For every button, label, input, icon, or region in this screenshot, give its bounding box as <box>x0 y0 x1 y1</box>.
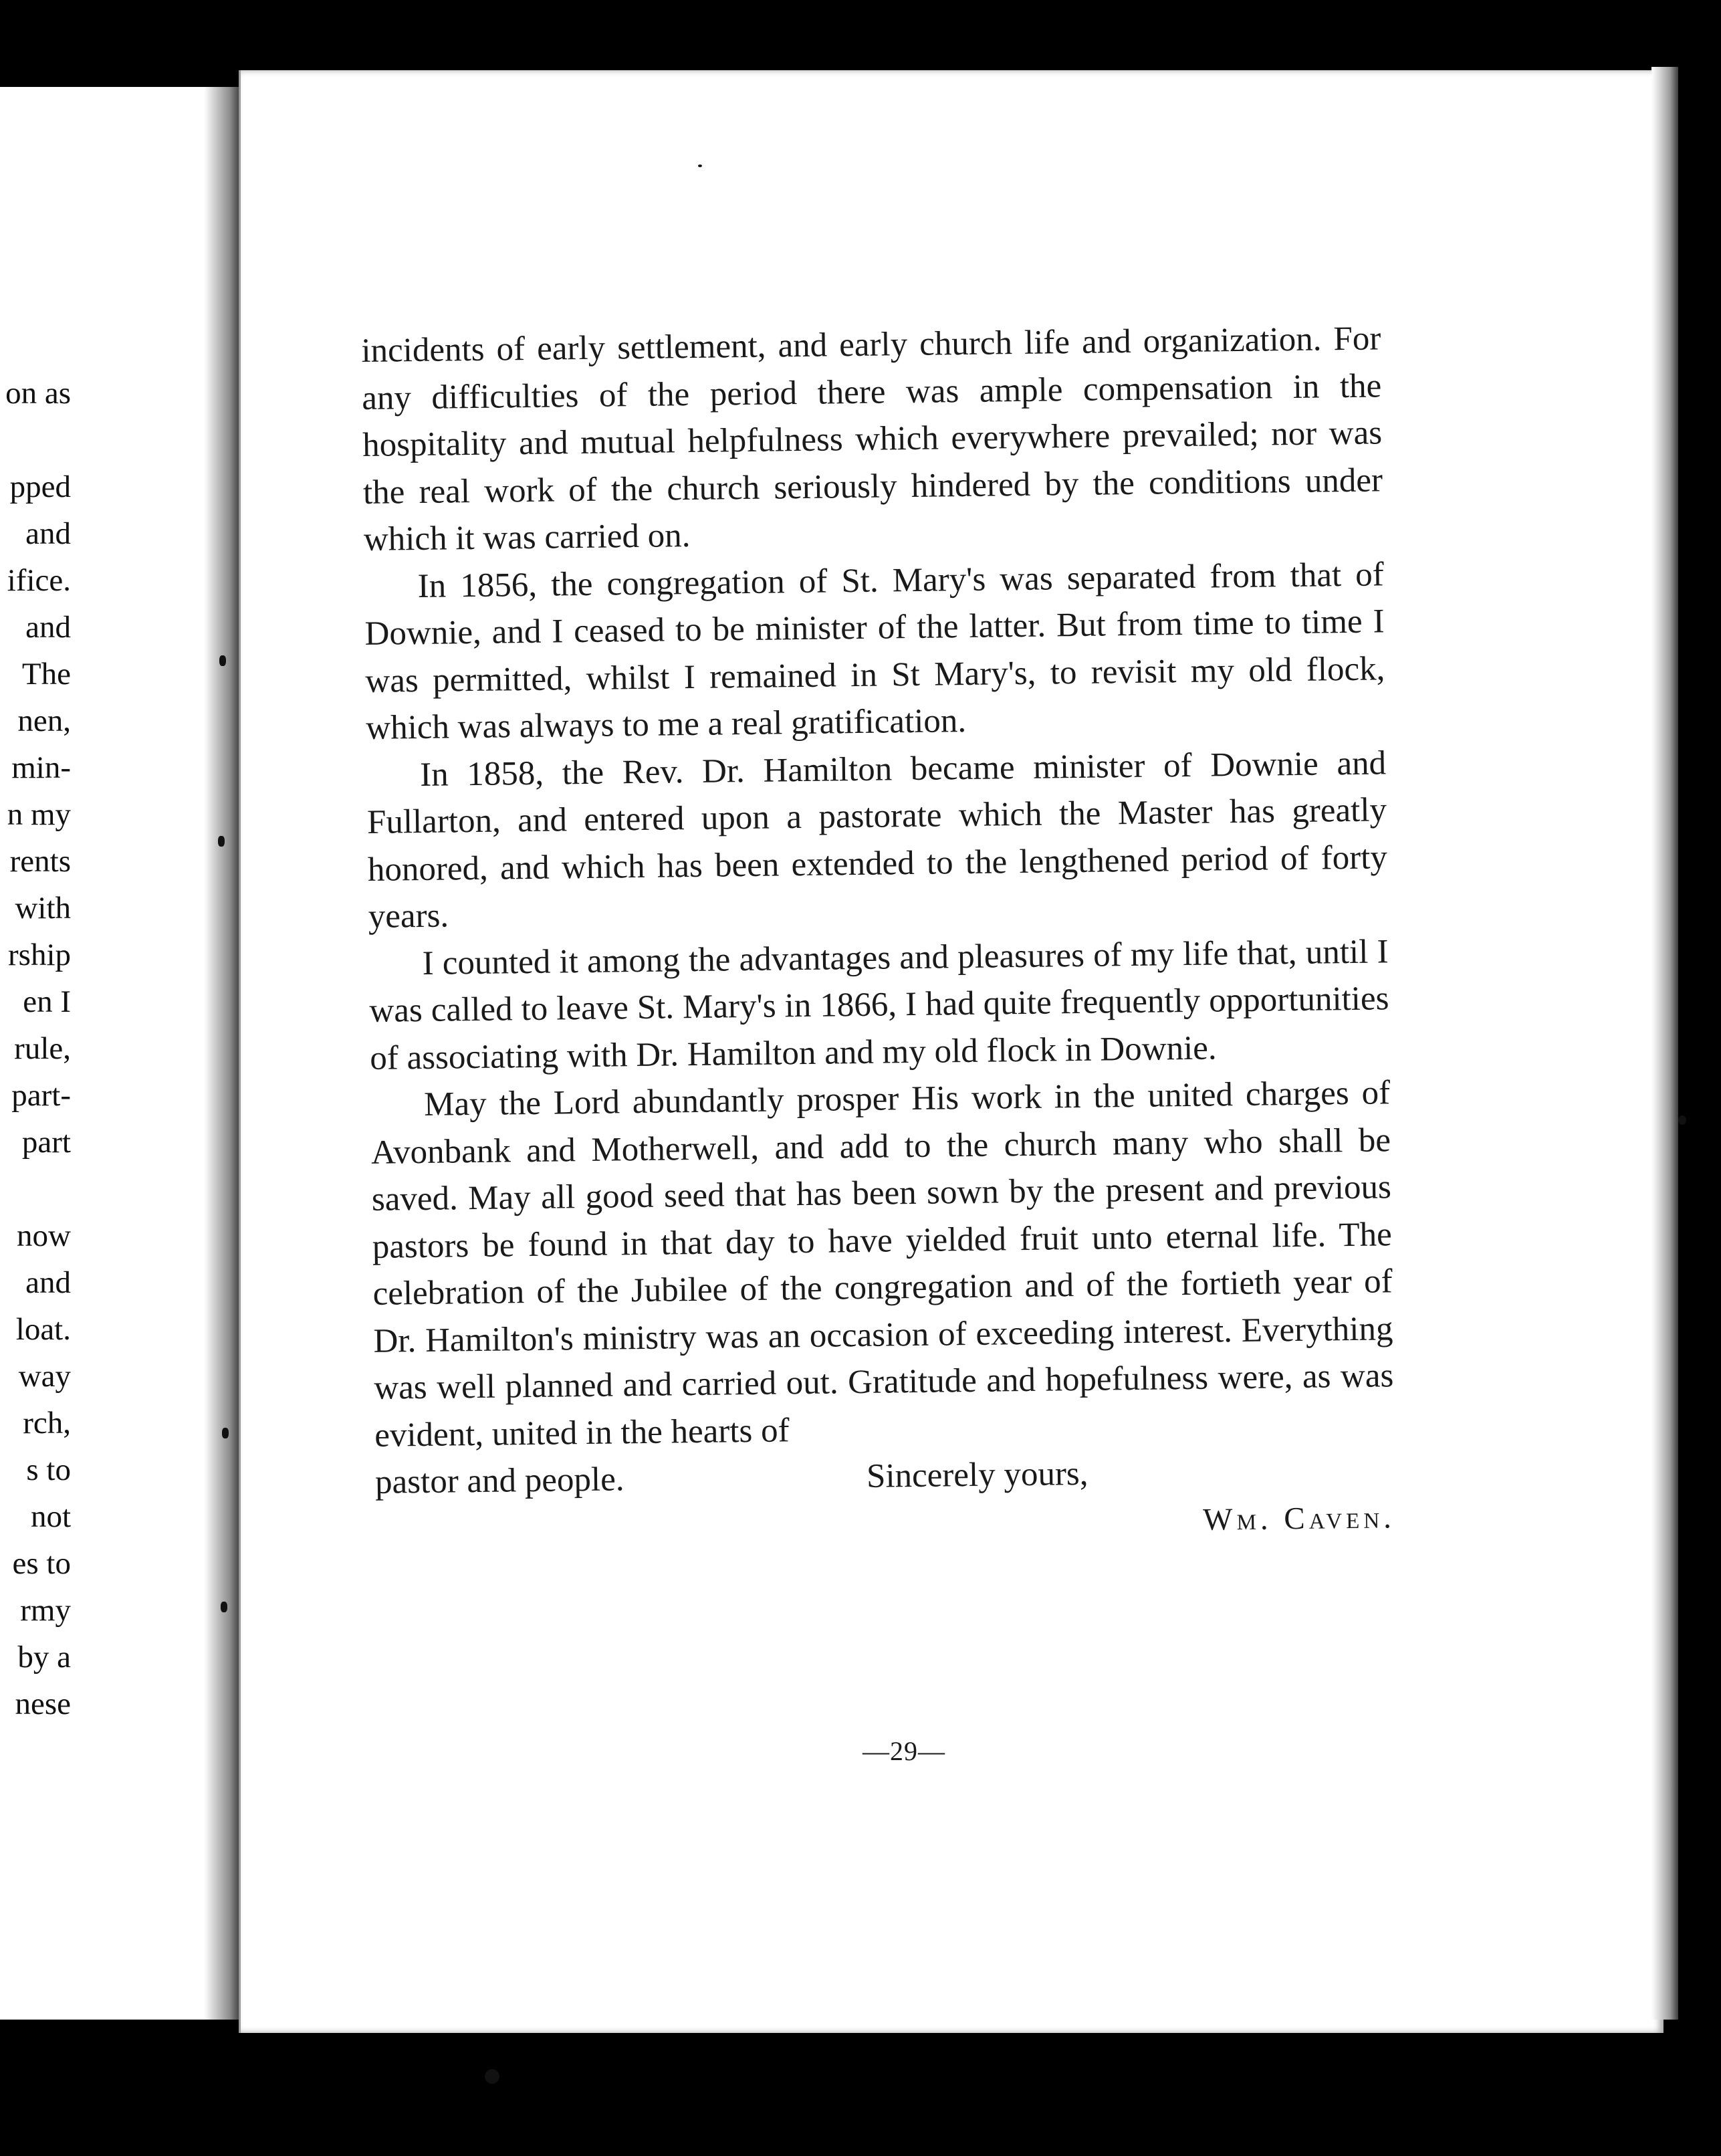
paragraph: I counted it among the advantages and pleasures of my life that, until I was called to leave St. Mary's in 1866, I had quite frequently opportunities of associating with Dr. Hamilton and my old flock in Downie. <box>369 932 1389 1077</box>
left-fragment: way <box>18 1359 71 1394</box>
book-gutter <box>204 87 241 2020</box>
edge-mark <box>221 1602 227 1612</box>
edge-mark <box>218 836 225 847</box>
edge-mark <box>219 655 226 666</box>
left-fragment: nen, <box>17 704 71 738</box>
left-fragment: part <box>21 1125 71 1160</box>
salutation: Sincerely yours, <box>866 1454 1088 1495</box>
left-fragment: s to <box>26 1452 71 1487</box>
left-fragment: not <box>30 1499 71 1534</box>
edge-mark <box>222 1428 229 1438</box>
left-fragment: rule, <box>14 1031 71 1066</box>
left-fragment: pped <box>9 469 71 504</box>
paragraph: incidents of early settlement, and early church life and organization. For any difficulties of the period there was ample compensation in the hospitality and mutual helpfulness which everywhere prevailed; nor was the real work of the church seriously hindered by the conditions under which it was carried on. <box>361 320 1383 558</box>
left-fragment: and <box>25 1265 71 1300</box>
left-fragment: ifice. <box>7 563 71 598</box>
left-fragment: en I <box>23 984 71 1019</box>
left-fragment: min- <box>11 750 71 785</box>
left-fragment: es to <box>12 1546 71 1581</box>
left-fragment: and <box>25 516 71 551</box>
page-edge <box>1651 67 1678 2020</box>
left-fragment: rmy <box>20 1593 71 1628</box>
left-fragment: rch, <box>23 1406 71 1440</box>
left-fragment: rship <box>8 938 71 972</box>
left-fragment: with <box>15 891 71 926</box>
paragraph: In 1856, the congregation of St. Mary's was separated from that of Downie, and I ceased to be minister of the latter. But from time to time I was permitted, whilst I remained in St Mary's, to revisit my old flock, which was always to me a real gratification. <box>364 555 1385 747</box>
left-fragment: now <box>17 1218 71 1253</box>
ink-speck <box>485 2069 499 2084</box>
left-fragment: nese <box>15 1687 71 1721</box>
left-fragment: on as <box>5 376 71 411</box>
left-fragment: The <box>21 657 71 691</box>
left-fragment: part- <box>11 1078 71 1113</box>
signature: Wm. Caven. <box>1202 1499 1396 1537</box>
paragraph: In 1858, the Rev. Dr. Hamilton became minister of Downie and Fullarton, and entered upon a pastorate which the Master has greatly honored, and which has been extended to the lengthened period of forty years. <box>366 744 1388 936</box>
left-fragment: n my <box>7 797 71 832</box>
ink-speck <box>698 165 702 167</box>
letter-body <box>361 315 1395 1553</box>
page-number: —29— <box>863 1736 945 1766</box>
ink-speck <box>1678 1115 1686 1125</box>
left-fragment: and <box>25 610 71 645</box>
closing-text: pastor and people. <box>374 1461 624 1501</box>
left-fragment: rents <box>9 844 71 879</box>
paragraph: May the Lord abundantly prosper His work in the united charges of Avonbank and Motherwell, and add to the church many who shall be saved. May all good seed that has been sown by the present and previous pastors be found in that day to have yielded fruit unto eternal life. The celebration of the Jubilee of the congregation and of the fortieth year of Dr. Hamilton's ministry was an occasion of exceeding interest. Everything was well planned and carried out. Gratitude and hopefulness were, as was evident, united in the hearts of <box>370 1074 1394 1454</box>
left-fragment: by a <box>17 1640 71 1675</box>
left-fragment: loat. <box>15 1312 71 1347</box>
